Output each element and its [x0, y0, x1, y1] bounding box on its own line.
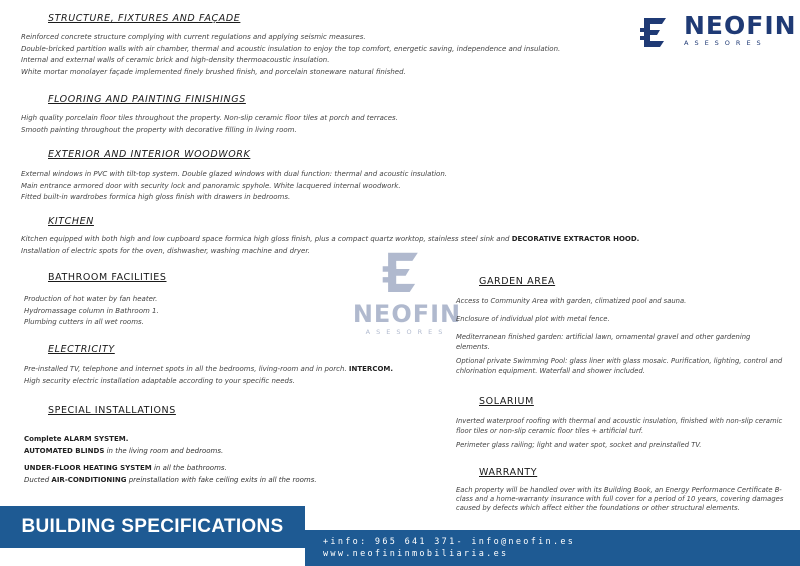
- building-specifications-banner: BUILDING SPECIFICATIONS: [0, 506, 305, 548]
- contact-footer: [305, 530, 800, 566]
- kitchen-title: KITCHEN: [48, 216, 94, 227]
- kitchen-line-1: [21, 234, 639, 246]
- air-line: [24, 475, 317, 487]
- flooring-line-2: Smooth painting throughout the property with decorative filling in living room.: [21, 125, 297, 134]
- flooring-title: FLOORING AND PAINTING FINISHINGS: [48, 94, 246, 105]
- garden-title: GARDEN AREA: [479, 276, 556, 287]
- structure-line-4: White mortar monolayer façade implemented finely brushed finish, and porcelain stoneware natural finished.: [21, 67, 406, 76]
- neofin-logo-icon: [638, 10, 678, 50]
- watermark-sub: ASESORES: [365, 328, 449, 336]
- bathroom-line-2: Hydromassage column in Bathroom 1.: [24, 306, 159, 315]
- garden-p2: Enclosure of individual plot with metal fence.: [456, 315, 610, 323]
- woodwork-line-3: Fitted built-in wardrobes formica high gloss finish with drawers in bedrooms.: [21, 193, 291, 202]
- blinds-rest: in the living room and bedrooms.: [104, 446, 224, 455]
- warranty-text: [456, 486, 786, 514]
- woodwork-line-1: External windows in PVC with tilt-top system. Double glazed windows with dual function: thermal and acoustic insulation.: [21, 170, 448, 178]
- woodwork-text: [21, 169, 447, 204]
- special-title: SPECIAL INSTALLATIONS: [48, 405, 176, 416]
- garden-p1: Access to Community Area with garden, climatized pool and sauna.: [456, 297, 687, 305]
- electricity-line-2: High security electric installation adaptable according to your specific needs.: [24, 376, 295, 385]
- air-bold: AIR-CONDITIONING: [51, 475, 127, 484]
- solarium-p2: Perimeter glass railing; light and water spot, socket and preinstalled TV.: [456, 441, 702, 449]
- garden-text: [456, 296, 786, 376]
- solarium-text: [456, 416, 786, 450]
- garden-p3: Mediterranean finished garden: artificial lawn, ornamental gravel and other gardening elements.: [456, 333, 751, 351]
- electricity-title: ELECTRICITY: [48, 344, 115, 355]
- structure-line-1: Reinforced concrete structure complying with current regulations and applying seismic measures.: [21, 33, 366, 41]
- footer-website[interactable]: www.neofininmobiliaria.es: [323, 549, 509, 559]
- alarm-system: Complete ALARM SYSTEM.: [24, 435, 129, 443]
- special-text: [24, 434, 317, 486]
- kitchen-line-1-text: Kitchen equipped with both high and low cupboard space formica high gloss finish, plus a compact quartz worktop, stainless steel sink and: [21, 235, 512, 243]
- solarium-p1: Inverted waterproof roofing with thermal and acoustic insulation, finished with non-slip ceramic floor tiles or non-slip ceramic floor tiles + artificial turf.: [456, 417, 783, 435]
- logo-sub: ASESORES: [684, 39, 767, 47]
- kitchen-line-2: Installation of electric spots for the oven, dishwasher, washing machine and dryer.: [21, 246, 310, 255]
- electricity-line-1-text: Pre-installed TV, telephone and internet spots in all the bedrooms, living-room and in porch.: [24, 365, 349, 373]
- electricity-text: [24, 364, 393, 387]
- blinds-line: [24, 446, 317, 458]
- intercom: INTERCOM.: [348, 365, 394, 373]
- heating-bold: UNDER-FLOOR HEATING SYSTEM: [24, 464, 152, 473]
- structure-line-3: Internal and external walls of ceramic brick and high-density thermoacoustic insulation.: [21, 56, 330, 65]
- footer-contact: +info: 965 641 371- info@neofin.es: [323, 537, 576, 547]
- flooring-line-1: High quality porcelain floor tiles throughout the property. Non-slip ceramic floor tiles at porch and terraces.: [21, 114, 398, 122]
- woodwork-title: EXTERIOR AND INTERIOR WOODWORK: [48, 149, 251, 160]
- bathroom-title: BATHROOM FACILITIES: [48, 272, 167, 283]
- warranty-title: WARRANTY: [479, 467, 538, 478]
- kitchen-text: [21, 234, 639, 257]
- kitchen-hood: DECORATIVE EXTRACTOR HOOD.: [511, 235, 640, 243]
- structure-line-2: Double-bricked partition walls with air chamber, thermal and acoustic insulation to enjoy the top comfort, energetic saving, independence and insulation.: [21, 44, 561, 53]
- solarium-title: SOLARIUM: [479, 396, 534, 407]
- structure-text: [21, 32, 560, 78]
- watermark-word: NEOFIN: [352, 300, 462, 328]
- woodwork-line-2: Main entrance armored door with security lock and panoramic spyhole. White lacquered internal woodwork.: [21, 181, 401, 190]
- garden-p4: Optional private Swimming Pool: glass liner with glass mosaic. Purification, lighting, control and chlorination equipment. Waterfall and shower included.: [456, 357, 783, 375]
- heating-rest: in all the bathrooms.: [151, 464, 227, 473]
- air-pre: Ducted: [24, 475, 52, 484]
- flooring-text: [21, 113, 398, 136]
- neofin-logo: [638, 10, 797, 50]
- air-rest: preinstallation with fake ceiling exits in all the rooms.: [126, 475, 317, 484]
- logo-word: NEOFIN: [684, 11, 797, 40]
- bathroom-text: [24, 294, 159, 329]
- blinds-bold: AUTOMATED BLINDS: [24, 446, 105, 455]
- bathroom-line-3: Plumbing cutters in all wet rooms.: [24, 318, 144, 327]
- electricity-line-1: [24, 364, 393, 376]
- structure-title: STRUCTURE, FIXTURES AND FAÇADE: [48, 13, 241, 24]
- heating-line: [24, 463, 317, 475]
- bathroom-line-1: Production of hot water by fan heater.: [24, 295, 158, 303]
- warranty-p1: Each property will be handled over with its Building Book, an Energy Performance Certificate B-class and a home-warranty insurance with full cover for a period of 10 years, covering damages caused by defects which affect either the foundations or other structural elements.: [456, 486, 784, 513]
